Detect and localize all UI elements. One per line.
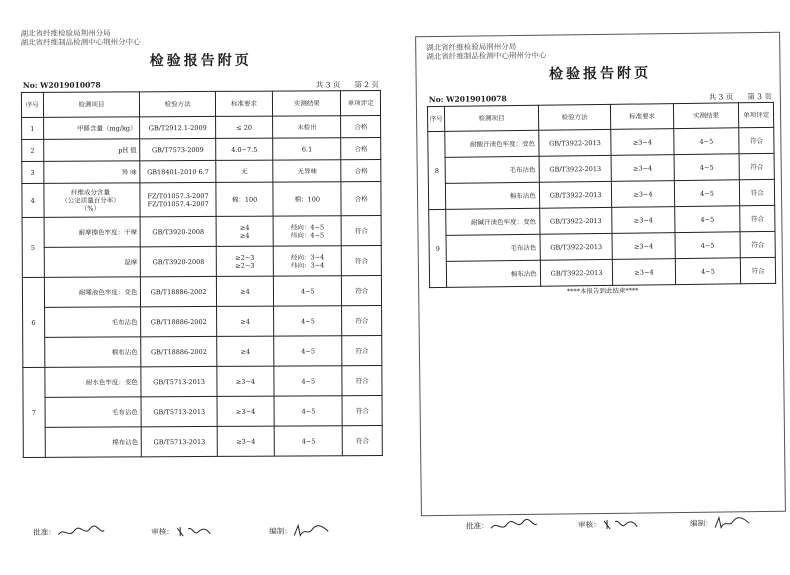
row-number: 4 [22, 183, 44, 217]
row-number: 3 [22, 161, 44, 183]
test-result: 4~5 [675, 232, 741, 259]
test-result: 4~5 [274, 336, 342, 366]
test-method: GB/T18886-2002 [141, 336, 217, 366]
test-method: GB/T3922-2013 [539, 155, 612, 182]
row-number: 6 [22, 277, 44, 367]
signature-icon [56, 525, 106, 539]
test-item: pH 值 [43, 139, 140, 162]
test-method: GB/T18886-2002 [141, 306, 217, 336]
review-label: 审核： [578, 519, 601, 529]
verdict: 符合 [741, 257, 776, 283]
table-row [22, 276, 381, 308]
verdict: 符合 [342, 366, 382, 396]
test-item: 毛布沾色 [446, 234, 540, 261]
verdict: 符合 [740, 205, 775, 231]
test-method: GB/T7573-2009 [140, 138, 215, 160]
total-pages: 共 3 页 [708, 92, 734, 102]
org-line: 湖北省纤维检验局荆州分局 [426, 42, 517, 53]
verdict: 符合 [343, 426, 383, 456]
org-line: 湖北省纤维制品检测中心荆州分中心 [20, 37, 141, 47]
col-header: 标准要求 [215, 91, 273, 116]
verdict: 符合 [740, 231, 775, 257]
org-line: 湖北省纤维制品检测中心荆州分中心 [426, 50, 547, 62]
page-title: 检验报告附页 [548, 65, 652, 83]
test-method: GB/T3920-2008 [141, 216, 217, 246]
verdict: 符合 [739, 153, 774, 179]
approve-label: 批准： [33, 527, 56, 537]
row-number: 1 [22, 117, 44, 139]
test-result: 4~5 [674, 154, 740, 181]
org-name [21, 27, 381, 47]
requirement: ≥3~4 [613, 259, 676, 286]
col-header: 检验方法 [140, 91, 216, 116]
report-page-2 [21, 27, 384, 569]
col-header: 检测项目 [445, 105, 539, 131]
test-method: GB/T5713-2013 [141, 366, 217, 396]
requirement: ≥3~4 [612, 233, 675, 260]
verdict: 符合 [342, 396, 382, 426]
table-row [23, 366, 382, 398]
test-result: 6.1 [273, 138, 341, 160]
org-name [426, 39, 773, 61]
col-header: 检验方法 [538, 104, 611, 130]
test-method: GB/T3920-2008 [141, 246, 217, 276]
results-table [427, 102, 776, 288]
verdict: 符合 [342, 216, 382, 246]
row-number: 7 [23, 367, 45, 457]
test-item: 棉布沾色 [45, 427, 142, 458]
test-result: 未检出 [273, 116, 341, 138]
col-header: 实测结果 [273, 91, 341, 116]
test-result: 4~5 [274, 306, 342, 336]
verdict: 符合 [740, 179, 775, 205]
table-row [22, 182, 381, 218]
total-pages: 共 3 页 [315, 80, 341, 90]
signature-icon [488, 518, 538, 533]
row-number: 2 [22, 139, 44, 161]
col-header: 单项评定 [341, 91, 381, 116]
test-item: 异 味 [43, 161, 140, 184]
verdict: 合格 [341, 182, 381, 216]
test-item: 纤维成分含量 （公定质量百分率） （%） [43, 183, 140, 218]
review-label: 审核： [151, 526, 174, 536]
table-row [22, 246, 381, 278]
row-number: 9 [429, 209, 447, 287]
test-result: 4~5 [673, 128, 739, 155]
col-header: 检测项目 [43, 92, 140, 118]
table-body [428, 127, 776, 287]
col-header: 序号 [427, 106, 445, 131]
test-result: 4~5 [274, 396, 342, 426]
test-item: 毛布沾色 [445, 156, 539, 183]
test-item: 毛布沾色 [44, 307, 141, 338]
test-item: 耐碱汗渍色牢度：变色 [446, 208, 540, 235]
signature-icon [712, 515, 752, 529]
requirement: ≥4 [216, 306, 274, 336]
test-result: 经向：4~5 纬向：4~5 [273, 216, 341, 246]
test-method: GB/T5713-2013 [141, 396, 217, 426]
signature-icon [600, 517, 640, 531]
test-method: GB/T5713-2013 [142, 426, 218, 456]
requirement: ≥3~4 [612, 181, 675, 208]
table-row [23, 426, 382, 458]
test-method: GB/T3922-2013 [539, 207, 612, 234]
col-header: 序号 [21, 92, 43, 117]
test-item: 棉布沾色 [446, 182, 540, 209]
col-header: 标准要求 [611, 104, 674, 130]
approve-label: 批准： [466, 520, 489, 531]
test-method: GB18401-2010 6.7 [140, 160, 215, 182]
page-title: 检验报告附页 [149, 52, 252, 70]
requirement: ≥3~4 [612, 207, 675, 234]
org-line: 湖北省纤维检验局荆州分局 [20, 28, 111, 38]
requirement: ≤ 20 [215, 116, 273, 138]
signature-footer [466, 515, 753, 532]
col-header: 实测结果 [673, 103, 739, 129]
table-row [23, 336, 382, 368]
test-item: 甲醛含量（mg/kg） [43, 117, 140, 140]
report-page-3 [415, 32, 786, 531]
compile-label: 编制： [689, 518, 713, 528]
test-method: GB/T3922-2013 [539, 181, 612, 208]
verdict: 符合 [342, 336, 382, 366]
verdict: 符合 [342, 246, 382, 276]
test-method: FZ/T01057.3-2007 FZ/T01057.4-2007 [140, 182, 216, 216]
test-item: 棉布沾色 [44, 337, 141, 368]
test-method: GB/T3922-2013 [538, 129, 611, 156]
requirement: ≥4 [216, 276, 274, 306]
test-item: 耐酸汗渍色牢度：变色 [445, 130, 539, 157]
table-row [22, 138, 381, 162]
requirement: ≥2~3 ≥2~3 [216, 246, 274, 276]
test-method: GB/T3922-2013 [540, 259, 613, 286]
requirement: ≥4 ≥4 [216, 216, 274, 246]
row-number: 8 [428, 131, 446, 209]
test-result: 4~5 [274, 426, 342, 456]
test-item: 耐水色牢度：变色 [44, 367, 141, 398]
test-result: 无异味 [273, 160, 341, 182]
table-row [23, 306, 382, 338]
col-header: 单项评定 [739, 102, 774, 127]
table-header-row [21, 91, 380, 118]
test-result: 4~5 [674, 206, 740, 233]
verdict: 合格 [341, 116, 381, 138]
test-method: GB/T2912.1-2009 [140, 116, 215, 138]
requirement: 棉：100 [216, 182, 274, 216]
verdict: 符合 [739, 127, 774, 153]
verdict: 合格 [341, 138, 381, 160]
test-result: 经向：3~4 纬向：3~4 [273, 246, 341, 276]
table-row [22, 116, 381, 140]
test-result: 4~5 [274, 276, 342, 306]
requirement: ≥3~4 [217, 426, 275, 456]
verdict: 合格 [341, 160, 381, 182]
results-table [21, 90, 383, 458]
test-item: 棉布沾色 [447, 260, 541, 287]
row-number: 5 [22, 217, 44, 277]
test-method: GB/T3922-2013 [540, 233, 613, 260]
test-item: 湿摩 [44, 247, 141, 278]
verdict: 符合 [342, 306, 382, 336]
requirement: ≥3~4 [611, 129, 674, 156]
requirement: ≥3~4 [611, 155, 674, 182]
report-number: No: W2019010078 [428, 94, 507, 105]
requirement: ≥3~4 [217, 366, 275, 396]
table-row [22, 160, 381, 184]
test-item: 耐摩擦色牢度：干摩 [44, 217, 141, 248]
page-number: 第 2 页 [354, 80, 379, 90]
page-number: 第 3 页 [747, 91, 772, 102]
compile-label: 编制： [269, 526, 292, 536]
test-method: GB/T18886-2002 [141, 276, 217, 306]
signature-footer [33, 523, 332, 539]
report-number: No: W2019010078 [22, 80, 101, 90]
table-row [23, 396, 382, 428]
test-item: 毛布沾色 [45, 397, 142, 428]
test-result: 4~5 [674, 180, 740, 207]
signature-icon [174, 524, 214, 538]
requirement: ≥4 [217, 336, 275, 366]
end-note: ****本报告到此结束**** [566, 286, 639, 296]
test-result: 4~5 [274, 366, 342, 396]
requirement: 4.0~7.5 [215, 138, 273, 160]
test-result: 棉：100 [273, 182, 341, 216]
table-row [22, 216, 381, 248]
table-row [429, 257, 775, 287]
requirement: 无 [216, 160, 274, 182]
verdict: 符合 [342, 276, 382, 306]
table-body [22, 116, 383, 458]
test-item: 耐唾液色牢度：变色 [44, 277, 141, 308]
signature-icon [292, 523, 332, 537]
test-result: 4~5 [675, 258, 741, 285]
requirement: ≥3~4 [217, 396, 275, 426]
